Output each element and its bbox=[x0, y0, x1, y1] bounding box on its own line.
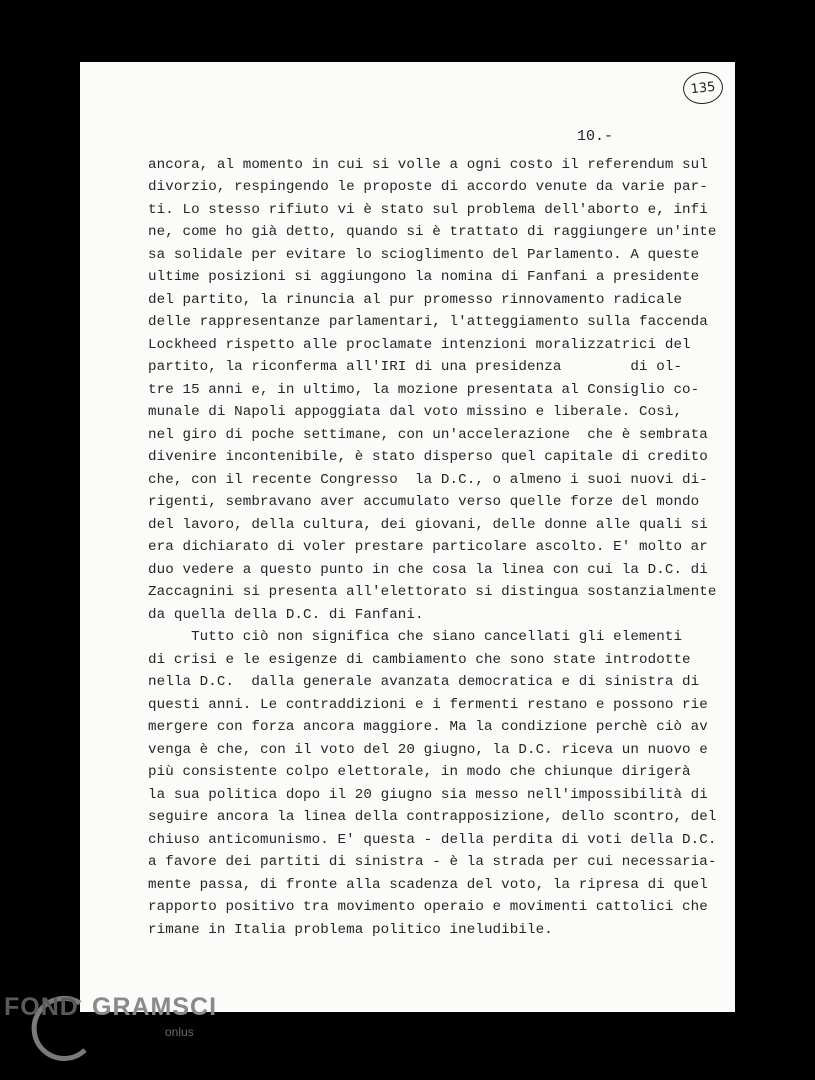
text-line: rigenti, sembravano aver accumulato verso quelle forze del mondo bbox=[148, 494, 700, 510]
text-line: chiuso anticomunismo. E' questa - della perdita di voti della D.C. bbox=[148, 832, 717, 848]
logo-gramsci-text: GRAMSCI bbox=[92, 993, 218, 1021]
text-line: duo vedere a questo punto in che cosa la linea con cui la D.C. di bbox=[148, 562, 708, 578]
text-line: più consistente colpo elettorale, in modo che chiunque dirigerà bbox=[148, 764, 691, 780]
text-line: seguire ancora la linea della contrapposizione, dello scontro, del bbox=[148, 809, 717, 825]
text-line: munale di Napoli appoggiata dal voto missino e liberale. Così, bbox=[148, 404, 683, 420]
text-line: partito, la riconferma all'IRI di una presidenza di ol- bbox=[148, 359, 683, 375]
text-line: del lavoro, della cultura, dei giovani, delle donne alle quali si bbox=[148, 517, 708, 533]
text-line: del partito, la rinuncia al pur promesso rinnovamento radicale bbox=[148, 292, 683, 308]
text-line: Lockheed rispetto alle proclamate intenzioni moralizzatrici del bbox=[148, 337, 691, 353]
text-line: questi anni. Le contraddizioni e i fermenti restano e possono rie bbox=[148, 697, 708, 713]
logo-onlus-text: onlus bbox=[165, 1025, 194, 1039]
text-line: rapporto positivo tra movimento operaio e movimenti cattolici che bbox=[148, 899, 708, 915]
text-line: nel giro di poche settimane, con un'accelerazione che è sembrata bbox=[148, 427, 708, 443]
text-line: mente passa, di fronte alla scadenza del voto, la ripresa di quel bbox=[148, 877, 708, 893]
text-line: ultime posizioni si aggiungono la nomina di Fanfani a presidente bbox=[148, 269, 700, 285]
text-line: Zaccagnini si presenta all'elettorato si distingua sostanzialmente bbox=[148, 584, 717, 600]
text-line: di crisi e le esigenze di cambiamento che sono state introdotte bbox=[148, 652, 691, 668]
text-line: Tutto ciò non significa che siano cancellati gli elementi bbox=[148, 629, 683, 645]
text-line: divorzio, respingendo le proposte di accordo venute da varie par- bbox=[148, 179, 708, 195]
text-line: che, con il recente Congresso la D.C., o almeno i suoi nuovi di- bbox=[148, 472, 708, 488]
text-line: rimane in Italia problema politico ineludibile. bbox=[148, 922, 553, 938]
document-page bbox=[80, 62, 735, 1012]
text-line: era dichiarato di voler prestare particolare ascolto. E' molto ar bbox=[148, 539, 708, 555]
text-line: la sua politica dopo il 20 giugno sia messo nell'impossibilità di bbox=[148, 787, 708, 803]
text-line: da quella della D.C. di Fanfani. bbox=[148, 607, 424, 623]
text-line: divenire incontenibile, è stato disperso quel capitale di credito bbox=[148, 449, 708, 465]
page-number: 10.- bbox=[577, 128, 614, 145]
text-line: tre 15 anni e, in ultimo, la mozione presentata al Consiglio co- bbox=[148, 382, 700, 398]
text-line: ancora, al momento in cui si volle a ogni costo il referendum sul bbox=[148, 157, 708, 173]
text-line: a favore dei partiti di sinistra - è la strada per cui necessaria- bbox=[148, 854, 717, 870]
text-line: venga è che, con il voto del 20 giugno, la D.C. riceva un nuovo e bbox=[148, 742, 708, 758]
text-line: delle rappresentanze parlamentari, l'atteggiamento sulla faccenda bbox=[148, 314, 708, 330]
text-line: ti. Lo stesso rifiuto vi è stato sul problema dell'aborto e, infi bbox=[148, 202, 708, 218]
text-line: mergere con forza ancora maggiore. Ma la condizione perchè ciò av bbox=[148, 719, 708, 735]
logo-fond-text: FOND bbox=[4, 993, 79, 1021]
fondazione-gramsci-logo bbox=[0, 985, 260, 1080]
archive-stamp: 135 bbox=[681, 70, 724, 106]
text-line: ne, come ho già detto, quando si è trattato di raggiungere un'inte bbox=[148, 224, 717, 240]
text-line: nella D.C. dalla generale avanzata democratica e di sinistra di bbox=[148, 674, 700, 690]
text-line: sa solidale per evitare lo scioglimento del Parlamento. A queste bbox=[148, 247, 700, 263]
